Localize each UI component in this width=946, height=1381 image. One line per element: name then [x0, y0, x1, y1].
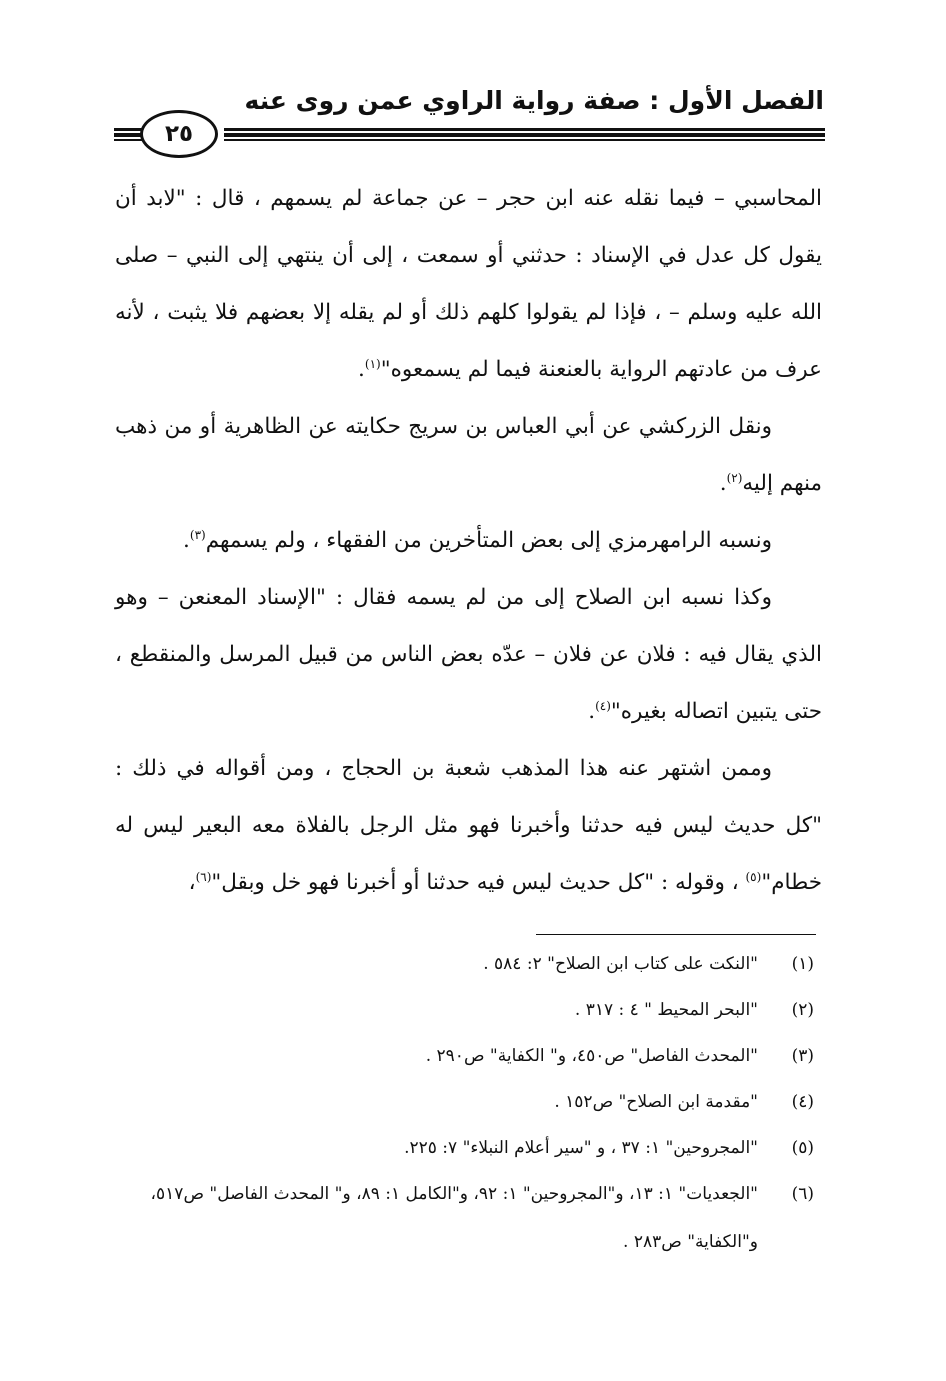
footnote-3 — [114, 1044, 814, 1069]
footnote-ref-2: (٢) — [726, 470, 743, 485]
footnote-text: "مقدمة ابن الصلاح" ص١٥٢ . — [554, 1092, 758, 1112]
header-rule — [224, 128, 825, 142]
footnote-5 — [114, 1136, 814, 1161]
footnote-number: (٦) — [791, 1184, 814, 1204]
main-text — [115, 170, 822, 911]
footnote-separator — [536, 934, 816, 935]
footnote-text: "المجروحين" ١: ٣٧ ، و "سير أعلام النبلاء" ٧: ٢٢٥. — [404, 1138, 758, 1158]
footnote-4 — [114, 1090, 814, 1115]
footnote-number: (١) — [791, 954, 814, 974]
footnote-ref-6: (٦) — [195, 869, 212, 884]
footnote-1 — [114, 952, 814, 977]
paragraph-2: ونقل الزركشي عن أبي العباس بن سريج حكايته عن الظاهرية أو من ذهب منهم إليه$^{(٢)}$. — [115, 414, 822, 496]
page-number — [140, 110, 218, 158]
footnote-ref-4: (٤) — [595, 698, 611, 713]
footnote-number: (٢) — [791, 1000, 814, 1020]
running-title: الفصل الأول : صفة رواية الراوي عمن روى عنه — [244, 86, 824, 115]
footnote-number: (٣) — [791, 1046, 814, 1066]
footnote-text: "المحدث الفاصل" ص٤٥٠، و" الكفاية" ص٢٩٠ . — [425, 1046, 758, 1066]
footnote-number: (٥) — [791, 1138, 814, 1158]
paragraph-4: وكذا نسبه ابن الصلاح إلى من لم يسمه فقال : "الإسناد المعنعن – وهو الذي يقال فيه : فلان عن فلان – عدّه بعض الناس من قبيل المرسل والمنقطع ، حتى يتبين اتصاله بغيره"$^{(٤)}$. — [115, 585, 822, 724]
footnote-text: "الجعديات" ١: ١٣، و"المجروحين" ١: ٩٢، و"الكامل ١: ٨٩، و" المحدث الفاصل" ص٥١٧، و"الكفاية" ص٢٨٣ . — [150, 1184, 758, 1252]
footnote-ref-5: (٥) — [745, 869, 762, 884]
footnote-ref-3: (٣) — [189, 527, 206, 542]
footnote-2 — [114, 998, 814, 1023]
footnote-ref-1: (١) — [364, 356, 381, 371]
paragraph-5: وممن اشتهر عنه هذا المذهب شعبة بن الحجاج ، ومن أقواله في ذلك : "كل حديث ليس فيه حدثنا وأخبرنا فهو مثل الرجل بالفلاة معه البعير ليس له خطام"$^{(٥)}$ ، وقوله : "كل حديث ليس فيه حدثنا أو أخبرنا فهو خل وبقل"$^{(٦)}$، — [115, 756, 822, 895]
footnote-6 — [114, 1170, 814, 1266]
page-number-text: ٢٥ — [164, 121, 194, 147]
header-rule-left — [114, 128, 142, 142]
footnote-text: "البحر المحيط " ٤ : ٣١٧ . — [574, 1000, 758, 1020]
paragraph-1: المحاسبي – فيما نقله عنه ابن حجر – عن جماعة لم يسمهم ، قال : "لابد أن يقول كل عدل في الإسناد : حدثني أو سمعت ، إلى أن ينتهي إلى النبي – صلى الله عليه وسلم – ، فإذا لم يقولوا كلهم ذلك أو لم يقله إلا بعضهم فلا يثبت ، لأنه عرف من عادتهم الرواية بالعنعنة فيما لم يسمعوه"$^{(١)}$. — [115, 186, 822, 382]
footnote-number: (٤) — [791, 1092, 814, 1112]
footnote-text: "النكت على كتاب ابن الصلاح" ٢: ٥٨٤ . — [483, 954, 758, 974]
footnotes — [114, 952, 814, 1287]
paragraph-3: ونسبه الرامهرمزي إلى بعض المتأخرين من الفقهاء ، ولم يسمهم$^{(٣)}$. — [183, 527, 772, 553]
